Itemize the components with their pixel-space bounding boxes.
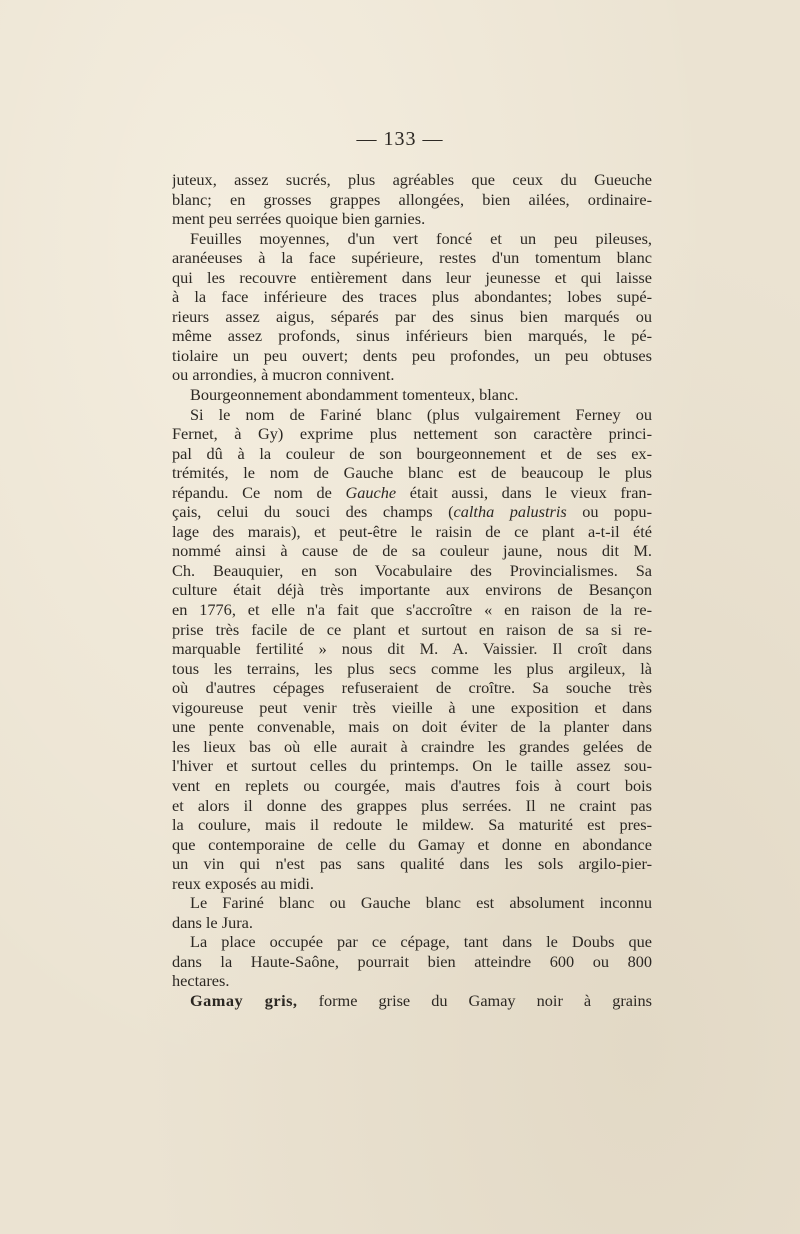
text-line: nommé ainsi à cause de de sa couleur jaune, nous dit M. [172,541,652,561]
text-line: à la face inférieure des traces plus abondantes; lobes supé- [172,287,652,307]
text-line: l'hiver et surtout celles du printemps. On le taille assez sou- [172,756,652,776]
text-line: culture était déjà très importante aux environs de Besançon [172,580,652,600]
text-line: çais, celui du souci des champs (caltha palustris ou popu- [172,502,652,522]
text-line: hectares. [172,971,230,991]
text-line: tiolaire un peu ouvert; dents peu profondes, un peu obtuses [172,345,652,365]
text-line: rieurs assez aigus, séparés par des sinus bien marqués ou [172,306,652,326]
text-line: la coulure, mais il redoute le mildew. Sa maturité est pres- [172,815,652,835]
text-line: prise très facile de ce plant et surtout en raison de sa si re- [172,619,652,639]
section-start-line [172,991,652,1011]
text-line: une pente convenable, mais on doit éviter de la planter dans [172,717,652,737]
text-line: Si le nom de Fariné blanc (plus vulgairement Ferney ou [190,404,652,424]
text-line: Le Fariné blanc ou Gauche blanc est absolument inconnu [190,893,652,913]
text-line: lage des marais), et peut-être le raisin de ce plant a-t-il été [172,521,652,541]
text-line: ou arrondies, à mucron connivent. [172,365,395,385]
text-line: où d'autres cépages refuseraient de croître. Sa souche très [172,678,652,698]
text-line: marquable fertilité » nous dit M. A. Vaissier. Il croît dans [172,639,652,659]
text-line: vent en replets ou courgée, mais d'autres fois à court bois [172,775,652,795]
text-line: Ch. Beauquier, en son Vocabulaire des Provincialismes. Sa [172,560,652,580]
text-line: répandu. Ce nom de Gauche était aussi, dans le vieux fran- [172,482,652,502]
text-line: en 1776, et elle n'a fait que s'accroître « en raison de la re- [172,600,652,620]
text-line: Fernet, à Gy) exprime plus nettement son caractère princi- [172,424,652,444]
text-line: La place occupée par ce cépage, tant dans le Doubs que [190,932,652,952]
text-line: même assez profonds, sinus inférieurs bien marqués, le pé- [172,326,652,346]
text-line: reux exposés au midi. [172,873,314,893]
text-line: trémités, le nom de Gauche blanc est de beaucoup le plus [172,463,652,483]
cepage-heading: Gamay gris, [190,990,298,1010]
page-number: — 133 — [356,128,444,150]
text-line: tous les terrains, les plus secs comme les plus argileux, là [172,658,652,678]
body-text [172,170,652,1011]
text-line: juteux, assez sucrés, plus agréables que ceux du Gueuche [172,170,652,189]
text-line: ment peu serrées quoique bien garnies. [172,209,426,229]
cepage-description: forme grise du Gamay noir à grains [297,990,652,1010]
text-line: un vin qui n'est pas sans qualité dans les sols argilo-pier- [172,854,652,874]
text-line: blanc; en grosses grappes allongées, bien ailées, ordinaire- [172,189,652,209]
text-line: aranéeuses à la face supérieure, restes d'un tomentum blanc [172,248,652,268]
text-line: qui les recouvre entièrement dans leur jeunesse et qui laisse [172,267,652,287]
text-line: que contemporaine de celle du Gamay et donne en abondance [172,834,652,854]
text-line: pal dû à la couleur de son bourgeonnement et de ses ex- [172,443,652,463]
text-line: Feuilles moyennes, d'un vert foncé et un peu pileuses, [190,228,652,248]
text-line: dans la Haute-Saône, pourrait bien atteindre 600 ou 800 [172,951,652,971]
text-line: Bourgeonnement abondamment tomenteux, blanc. [190,385,519,405]
text-line: vigoureuse peut venir très vieille à une exposition et dans [172,697,652,717]
text-line: dans le Jura. [172,912,253,932]
text-line: les lieux bas où elle aurait à craindre les grandes gelées de [172,736,652,756]
text-line: et alors il donne des grappes plus serrées. Il ne craint pas [172,795,652,815]
